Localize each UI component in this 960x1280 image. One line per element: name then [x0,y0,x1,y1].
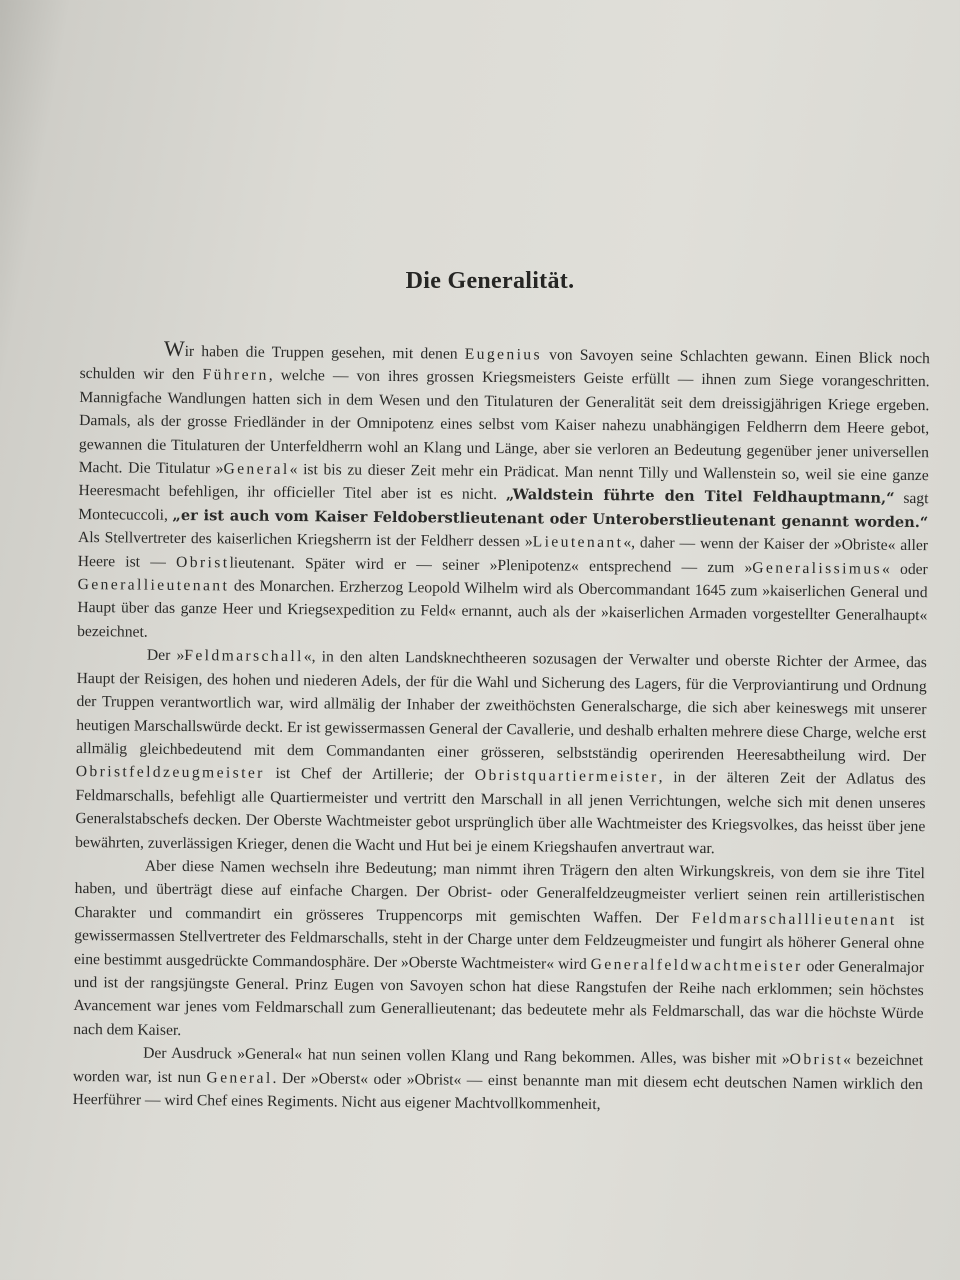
text-run: ist gewissermassen Stellvertreter des Feldmarschalls, steht in der Charge unter dem Feldzeugmeister und fungirt als höherer General ohne eine bestimmt ausgedrückte Commandosphäre. Der »Oberste Wachtmeister« wird [73,911,925,973]
paragraph [75,643,927,862]
text-run: oder Generalmajor und ist der rangsjüngste General. Prinz Eugen von Savoyen schon hat diese Rangstufen der Reihe nach erklommen; sein höchstes Avancement war jenes vom Feldmarschall zum Generallieutenant; das bedeutete mehr als Feldmarschall, das war die höchste Würde nach dem Kaiser. [73,957,925,1039]
spaced-term: Eugenius [464,345,543,364]
spaced-term: General [223,460,290,479]
spaced-term: Generallieutenant [77,576,230,595]
paragraph [77,336,930,651]
text-run: , in der älteren Zeit der Adlatus des Feldmarschalls, befehligt alle Quartiermeister und vertritt den Marschall in all jenen Verrichtungen, welche sich mit denen unseres Generalstabschefs decken. Der Oberste Wachtmeister gebot ursprünglich über alle Wachtmeister des Kriegsvolkes, das heisst über jene bewährten, zuverlässigen Krieger, denen die Wacht und Hut bei je einem Kriegshaufen anvertraut war. [75,768,926,857]
fraktur-quote: „er ist auch vom Kaiser Feldoberstlieutenant oder Unteroberstlieutenant genannt worden.“ [172,506,929,531]
text-run: von Savoyen seine Schlachten gewann. Einen Blick noch schulden wir den [79,346,930,384]
spaced-term: General [206,1068,273,1087]
page-title: Die Generalität. [405,268,575,294]
text-run: ir haben die Truppen gesehen, mit denen [184,343,465,363]
fraktur-quote: „Waldstein führte den Titel Feldhauptmann,“ [505,486,895,508]
spaced-term: Lieutenant [532,533,624,552]
text-run: lieutenant. Später wird er — seiner »Plenipotenz« entsprechend — zum » [229,554,753,577]
body-text [73,336,930,1120]
spaced-term: Obrist [176,553,230,572]
text-run: « oder [881,560,928,578]
text-run: «, in den alten Landsknechtheeren sozusagen der Verwalter und oberste Richter der Armee, das Haupt der Reisigen, des hohen und niederen Adels, der für die Wahl und Sicherung des Lagers, für die Verproviantirung und Ordnung der Truppen verantwortlich war, wird allmälig der Inhaber der zweithöchsten Generalscharge, die sich aber keineswegs mit unserer heutigen Marschallswürde deckt. Er ist gewissermassen General der Cavallerie, und deshalb erhalten mehrere diese Charge, welche erst allmälig gleichbedeutend mit dem Commandanten einer grösseren, selbstständig operirenden Heeresabtheilung wird. Der [75,648,927,766]
spaced-term: Führern [202,366,269,385]
drop-cap: W [163,335,185,362]
spaced-term: Feldmarschall [184,647,304,666]
spaced-term: Obristquartiermeister [474,767,659,786]
text-run: Der » [146,646,185,665]
spaced-term: Generalissimus [752,559,883,578]
text-run: Aber diese Namen wechseln ihre Bedeutung; man nimmt ihren Trägern den alten Wirkungskreis, von dem sie ihre Titel haben, und überträgt diese auf einfache Chargen. Der Obrist- oder Generalfeldzeugmeister verliert seinen rein artilleristischen Charakter und commandirt ein grösseres Truppencorps mit gemischten Waffen. Der [74,857,925,927]
text-run: , welche — von ihres grossen Kriegsmeisters Geiste erfüllt — ihnen zum Siege vorangeschritten. Mannigfache Wandlungen hatten sich in dem Wesen und den Titulaturen der Generalität seit dem dreissigjährigen Kriege ergeben. Damals, als der grosse Friedländer in der Omnipotenz eines selbst vom Kaiser nahezu unabhängigen Feldherrn dem Heere gebot, gewannen die Titulaturen der Unterfeldherrn wohl an Klang und Länge, aber sie verloren an Bedeutung gegenüber jener universellen Macht. Die Titulatur » [78,367,930,478]
spaced-term: Obrist [789,1051,844,1069]
spaced-term: Feldmarschalllieutenant [691,909,897,929]
text-run: « bezeichnet worden war, ist nun [72,1051,924,1086]
text-run: «, daher — wenn der Kaiser der »Obriste« aller Heere ist — [77,534,929,571]
text-run: . Der »Oberst« oder »Obrist« — einst benannte man mit diesem echt deutschen Namen wirklich den Heerführer — wird Chef eines Regiments. Nicht aus eigener Machtvollkommenheit, [72,1069,923,1114]
spaced-term: Obristfeldzeugmeister [75,763,265,783]
text-run: sagt Montecuccoli, [78,490,929,524]
paragraph [73,854,925,1049]
text-run: « ist bis zu dieser Zeit mehr ein Prädicat. Man nennt Tilly und Wallenstein so, weil sie eine ganze Heeresmacht befehligen, ihr officieller Titel aber ist es nicht. [78,461,929,504]
paragraph [73,1041,924,1119]
spaced-term: Generalfeldwachtmeister [590,955,803,975]
text-run: des Monarchen. Erzherzog Leopold Wilhelm wird als Obercommandant 1645 zum »kaiserlichen General und Haupt über das ganze Heer und Kriegsexpedition zu Feld« ernannt, auch als der »kaiserlichen Armaden vorgestellter Generalhaupt« bezeichnet. [77,577,928,641]
text-run: Der Ausdruck »General« hat nun seinen vollen Klang und Rang bekommen. Alles, was bisher mit » [143,1044,790,1069]
text-run: Als Stellvertreter des kaiserlichen Kriegsherrn ist der Feldherr dessen » [77,529,533,551]
text-run: ist Chef der Artillerie; der [264,765,475,785]
